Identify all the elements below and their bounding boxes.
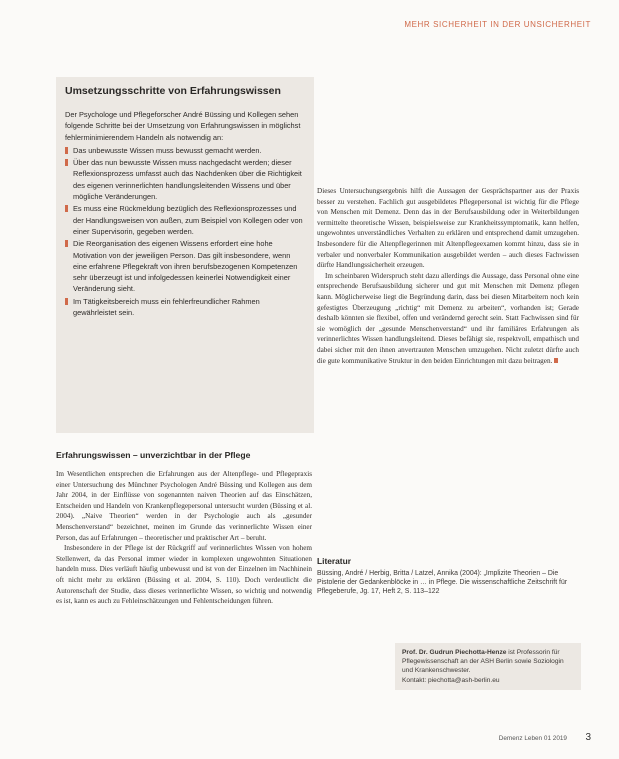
paragraph [317, 271, 579, 366]
paragraph-text: Im scheinbaren Widerspruch steht dazu allerdings die Aussage, dass Personal ohne eine entsprechende Berufsausbildung sicherer und gut mit Menschen mit Demenz pflegen kann. Möglicherweise liegt die Begründung darin, dass bei diesen Mitarbeitern noch kein gefestigtes Überzeugung „richtig“ mit Demenz zu arbeiten“, vorhanden ist; Gerade deshalb könnten sie flexibel, offen und verändernd gerecht sein. Statt Fachwissen sind für sie womöglich der „gesunde Menschenverstand“ und ihr familiäres Erfahrungen als verinnerlichtes Wissen handlungsleitend. Dieses befähigt sie, respektvoll, empathisch und dabei sicher mit den ihnen anvertrauten Menschen umzugehen. Nicht zuletzt dürfte auch die gute kommunikative Struktur in den beiden Einrichtungen mit dazu beitragen. [317, 271, 579, 365]
list-item-text: Das unbewusste Wissen muss bewusst gemacht werden. [73, 145, 262, 155]
box-list [65, 145, 305, 318]
bullet-icon [65, 147, 68, 154]
author-box [395, 643, 581, 690]
author-contact: Kontakt: piechotta@ash-berlin.eu [402, 676, 500, 684]
left-column [56, 450, 312, 607]
author-bio: ist Professorin für Pflegewissenschaft an der ASH Berlin sowie Soziologin und Krankenschwester. [402, 649, 564, 675]
paragraph: Im Wesentlichen entsprechen die Erfahrungen aus der Altenpflege- und Pflegepraxis einer Untersuchung des Münchner Psychologen André Büssing und Kollegen aus dem Jahr 2004, in der Einflüsse von sogenannten naiven Theorien auf das Einschätzen, Entscheiden und Handeln von Krankenpflegepersonal untersucht wurden (Büssing et al. 2004). „Naive Theorien“ werden in der Psychologie auch als „gesunder Menschenverstand“ bezeichnet, meinen im Grunde das verinnerlichte Wissen einer Person, das auf Erfahrungen – theoretischer und praktischer Art – beruht. [56, 470, 312, 542]
page-number: 3 [585, 732, 591, 743]
list-item [65, 203, 305, 237]
literature-heading: Literatur [317, 556, 351, 566]
sidebar-box [56, 77, 314, 433]
paragraph: Insbesondere in der Pflege ist der Rückgriff auf verinnerlichtes Wissen von hohem Stellenwert, da das Personal immer wieder in komplexen ungewohnten Situationen handeln muss. Dies verläuft häufig unbewusst und ist von der Einzelnen im Nachhinein oft nicht mehr zu erklären (Büssing et al. 2004, S. 110). Doch verdeutlicht die Autorenschaft der Studie, dass dieses verinnerlichte Wissen, so wichtig und notwendig es ist, kann es auch zu Fehleinschätzungen und Fehlentscheidungen führen. [56, 544, 312, 606]
end-mark-icon [554, 358, 558, 363]
list-item [65, 238, 305, 294]
bullet-icon [65, 159, 68, 166]
right-column [317, 186, 579, 366]
list-item [65, 157, 305, 202]
box-title: Umsetzungsschritte von Erfahrungswissen [65, 85, 281, 97]
box-intro: Der Psychologe und Pflegeforscher André Büssing und Kollegen sehen folgende Schritte bei der Umsetzung von Erfahrungswissen in möglichst fehlerminimierendem Handeln als notwendig an: [65, 110, 301, 142]
list-item [65, 296, 305, 319]
author-name: Prof. Dr. Gudrun Piechotta-Henze [402, 649, 507, 656]
running-header: MEHR SICHERHEIT IN DER UNSICHERHEIT [404, 20, 591, 29]
list-item-text: Die Reorganisation des eigenen Wissens erfordert eine hohe Motivation von der jeweiligen Person. Das gilt insbesondere, wenn eine erfahrene Pflegekraft von ihren berufsbezogenen Kompetenzen sehr überzeugt ist und infolgedessen keinerlei Notwendigkeit einer Veränderung sieht. [73, 239, 298, 294]
list-item [65, 145, 305, 156]
literature-text: Büssing, André / Herbig, Britta / Latzel, Annika (2004): „Implizite Theorien – Die Pistolerie der Gedankenblöcke in … in Pflege. Die wissenschaftliche Zeitschrift für Pflegeberufe, Jg. 17, Heft 2, S. 113–122 [317, 570, 568, 596]
bullet-icon [65, 298, 68, 305]
list-item-text: Im Tätigkeitsbereich muss ein fehlerfreundlicher Rahmen gewährleistet sein. [73, 296, 260, 318]
bullet-icon [65, 240, 68, 247]
list-item-text: Es muss eine Rückmeldung bezüglich des Reflexionsprozesses und der Handlungsweisen von außen, zum Beispiel von Kollegen oder von einer Supervisorin, gegeben werden. [73, 204, 303, 236]
list-item-text: Über das nun bewusste Wissen muss nachgedacht werden; dieser Reflexionsprozess umfasst auch das Nachdenken über die Richtigkeit des eigenen verinnerlichten handlungsleitenden Wissens und über mögliche Veränderungen. [73, 158, 302, 202]
bullet-icon [65, 205, 68, 212]
footer-magazine: Demenz Leben 01 2019 [498, 735, 567, 742]
literature-section [317, 556, 579, 597]
paragraph: Dieses Untersuchungsergebnis hilft die Aussagen der Gesprächspartner aus der Praxis besser zu verstehen. Fachlich gut ausgebildetes Pflegepersonal ist wichtig für die Pflege von Menschen mit Demenz. Denn das in der Berufsausbildung oder in Weiterbildungen vermittelte theoretische Wissen, beispielsweise zur Krankheitssymptomatik, kann helfen, ungewohntes unverständliches Verhalten zu erklären und entsprechend damit umzugehen. Insbesondere für die Altenpflegerinnen mit Altenpflegeexamen kommt hinzu, dass sie in verbaler und nonverbaler Kommunikation ausgebildet werden – auch dieses Fachwissen dürfte Handlungssicherheit erzeugen. [317, 187, 579, 270]
section-heading: Erfahrungswissen – unverzichtbar in der Pflege [56, 450, 251, 460]
